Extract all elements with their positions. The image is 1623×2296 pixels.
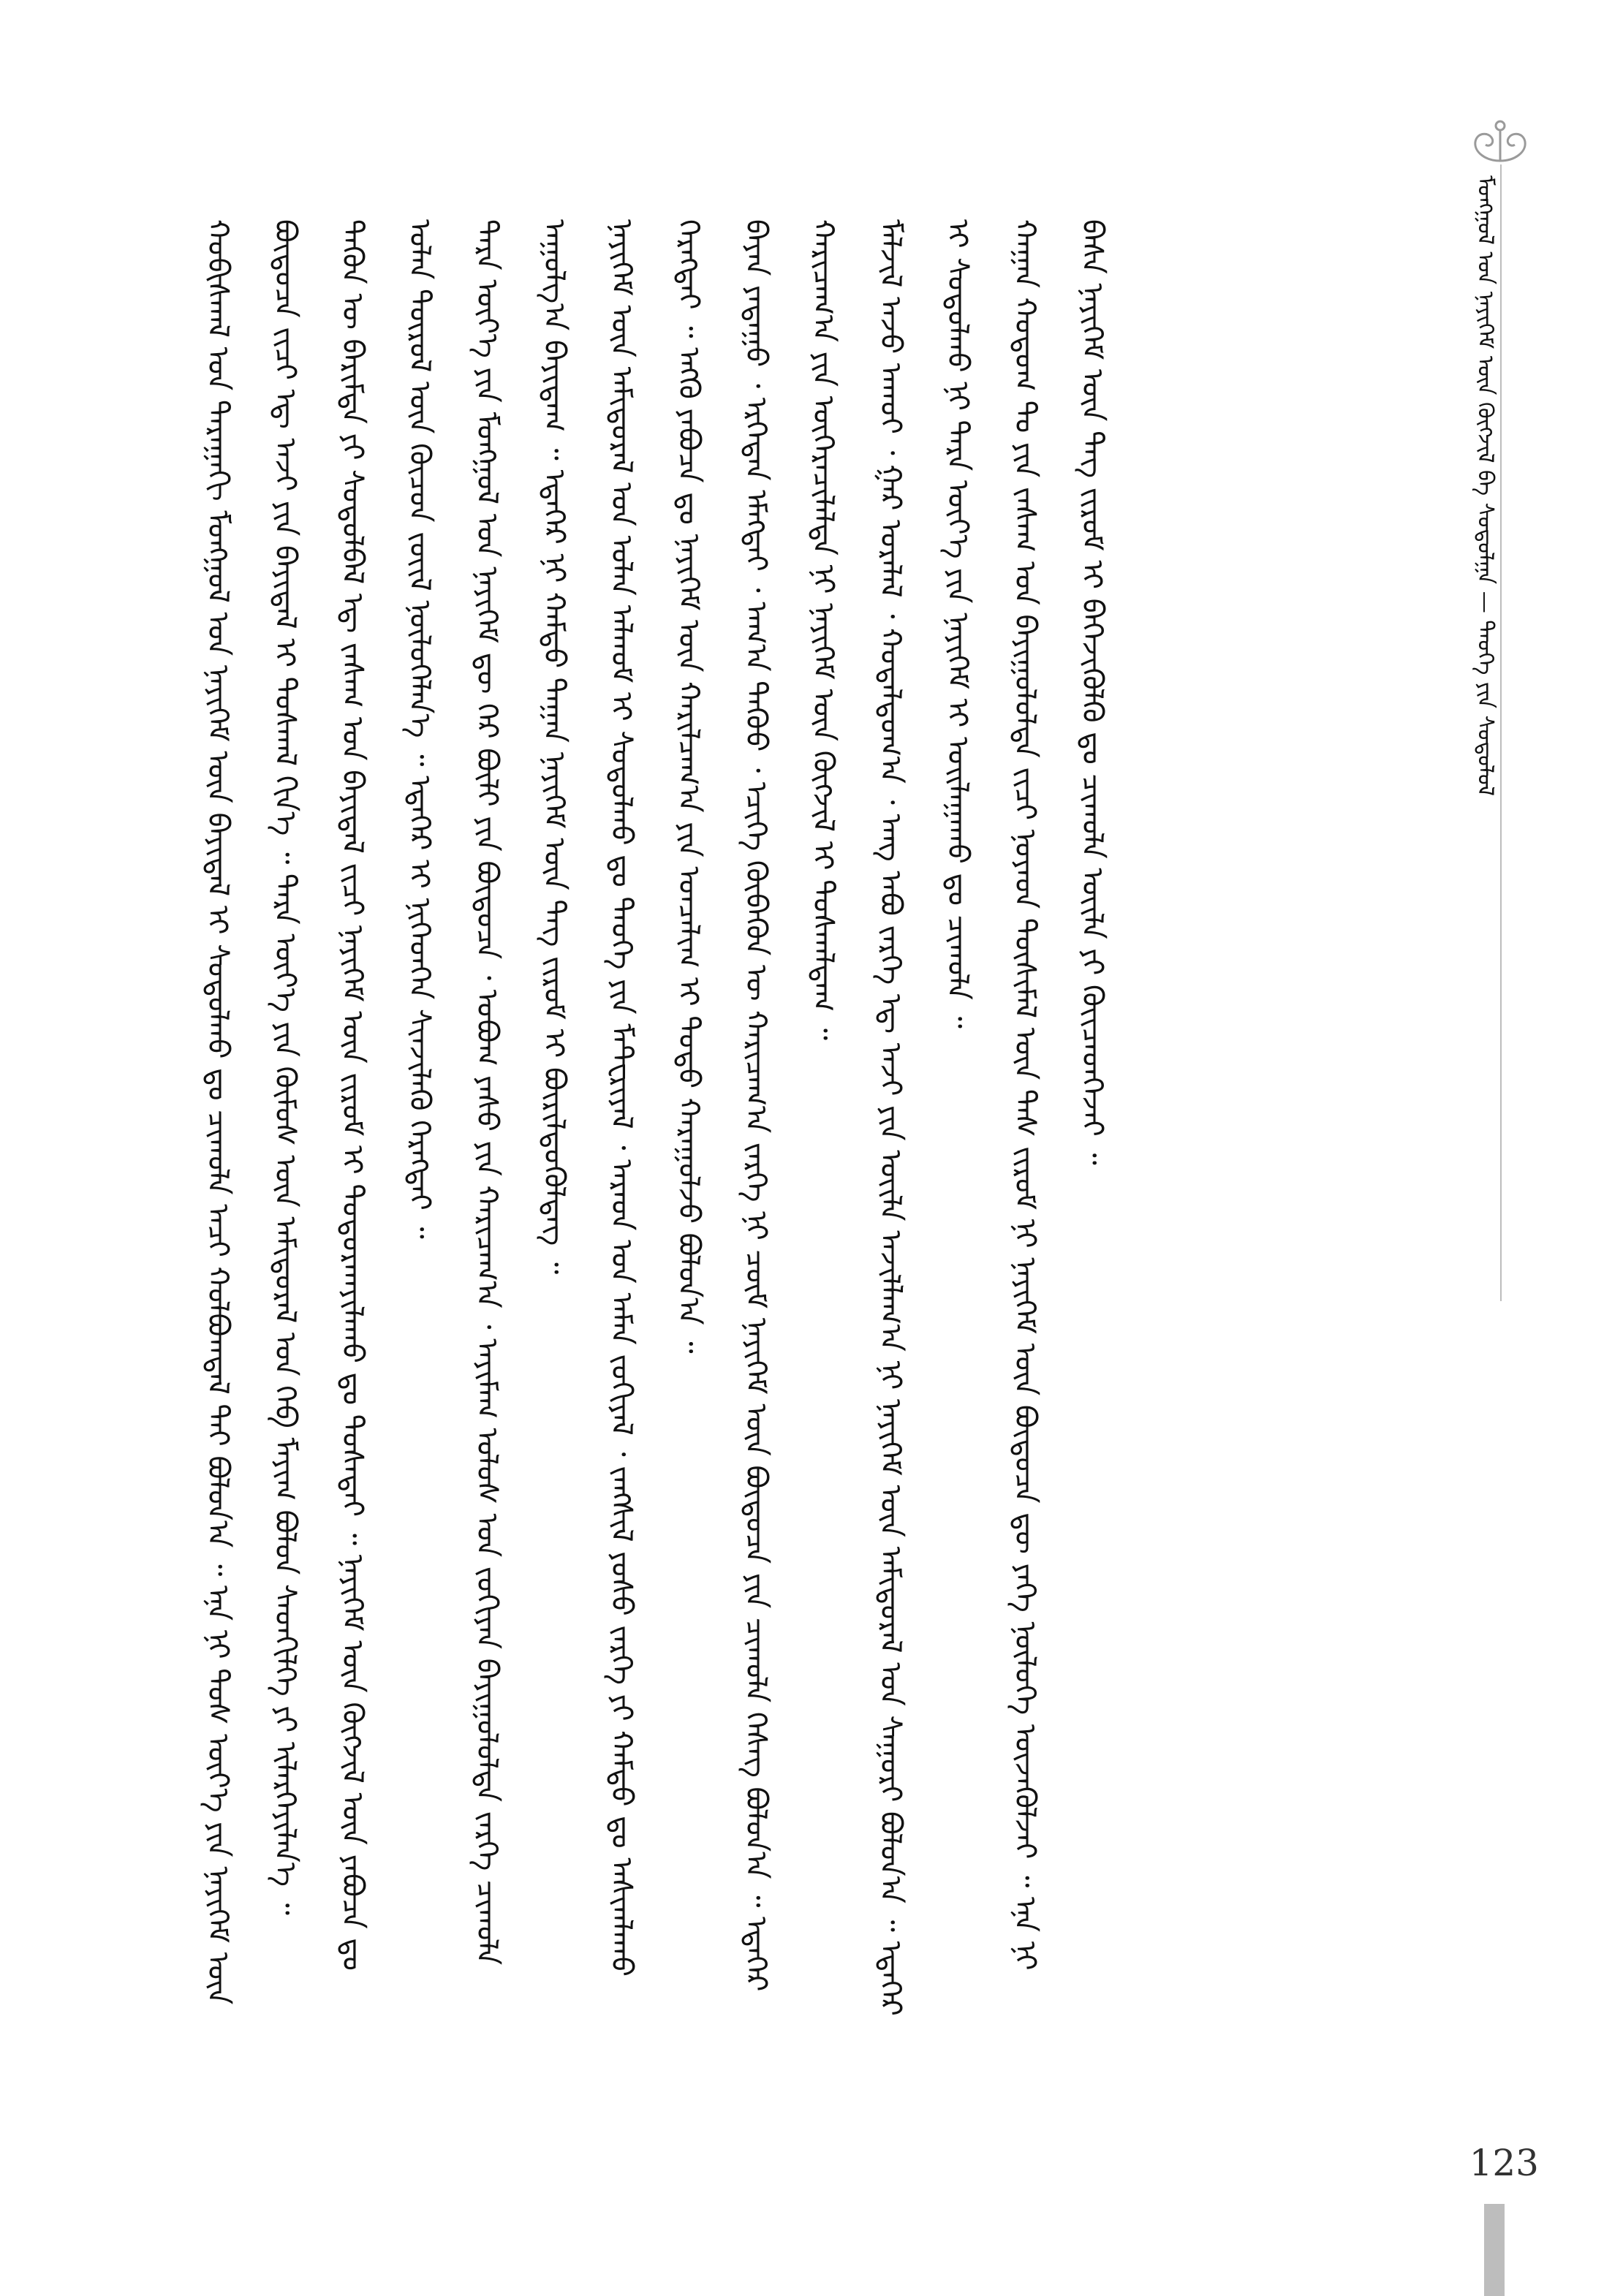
body-paragraph-1: ᠬᠣᠪᠢᠰᠬᠠᠯ ᠤᠨ ᠳᠠᠷᠠᠭᠠᠬᠢ ᠮᠣᠩᠭᠣᠯ ᠤᠨ ᠨᠡᠶᠢᠭᠡᠮ ᠦᠨ ᠪᠠᠶᠢᠳᠠᠯ ᠢ ᠰᠤᠳᠤᠯᠬᠤ ᠳᠤ ᠴᠢᠬᠤᠯᠠ ᠠᠴᠢ ᠬᠣᠯᠪᠣᠭᠳᠠᠯ ᠲᠠᠢ ᠪᠣᠯᠤᠨ᠎ᠠ ᠃ ᠡᠨᠡ ᠨᠢ ᠲᠤᠰ ᠦᠶ᠎ᠡ ᠶᠢᠨ ᠨᠡᠶᠢᠭᠡᠮ ᠦᠨ ᠪᠦᠲᠦᠴᠡ ᠵᠢᠴᠢ ᠡᠳ᠋ ᠠᠵᠢ ᠶᠢᠨ ᠪᠠᠶᠢᠳᠠᠯ ᠢ ᠲᠤᠰᠬᠠᠯ ᠬᠢᠨ᠎ᠡ ᠃ ᠲᠡᠷᠡ ᠦᠶ᠎ᠡ ᠶᠢᠨ ᠬᠦᠮᠦᠰ ᠦᠨ ᠠᠮᠢᠳᠤᠷᠠᠯ ᠤᠨ ᠬᠡᠪ ᠮᠠᠶᠢᠭ ᠪᠣᠯᠣᠨ ᠰᠡᠳᠬᠢᠯᠭᠡ ᠶᠢ ᠢᠯᠡᠷᠬᠡᠶᠢᠯᠡᠨ᠎ᠡ ᠃: [201, 219, 302, 2005]
page-edge-tab: [1484, 2204, 1505, 2296]
body-paragraph-4: ᠨᠡᠶᠢᠭᠡᠮ ᠦᠨ ᠠᠮᠢᠳᠤᠷᠠᠯ ᠤᠨ ᠣᠯᠠᠨ ᠠᠯᠬᠤᠮ ᠢ ᠰᠤᠳᠤᠯᠬᠤ ᠳᠤ ᠲᠡᠦᠬᠡ ᠶᠢᠨ ᠮᠠᠲ᠋ᠧᠷᠢᠶᠠᠯ ᠂ ᠠᠷᠠᠳ ᠤᠨ ᠠᠮᠠᠨ ᠵᠣᠬᠢᠶᠠᠯ ᠂ ᠵᠠᠩᠱᠢᠯ ᠶᠣᠰᠣ ᠵᠡᠷᠭᠡ ᠶᠢ ᠬᠠᠮᠲᠤ ᠳᠤ ᠠᠰᠢᠭᠯᠠᠬᠤ ᠬᠡᠷᠡᠭᠲᠡᠢ ᠃ ᠡᠩᠬᠦ ᠶᠠᠪᠤᠴᠠ ᠳᠤ ᠨᠡᠶᠢᠭᠡᠮ ᠦᠨ ᠬᠠᠷᠢᠯᠴᠠᠭ᠎ᠠ ᠶᠢᠨ ᠣᠨᠴᠠᠯᠢᠭ ᠢ ᠲᠣᠳᠤ ᠬᠠᠷᠠᠭᠤᠯᠵᠤ ᠪᠣᠯᠤᠨ᠎ᠠ ᠃: [605, 219, 705, 1977]
body-paragraph-5: ᠪᠠᠶᠠᠨ ᠶᠠᠳᠠᠭᠤ ᠂ ᠡᠷᠬᠡᠲᠡᠨ ᠡᠮᠡᠭᠲᠡᠢ ᠂ ᠠᠬ᠎ᠠ ᠳᠡᠭᠦᠦ ᠂ ᠡᠴᠢᠭᠡ ᠬᠦᠪᠡᠭᠦᠨ ᠦ ᠬᠠᠷᠢᠴᠠᠭ᠎ᠠ ᠵᠡᠷᠭᠡ ᠨᠢ ᠴᠥᠮ ᠨᠡᠶᠢᠭᠡᠮ ᠦᠨ ᠪᠦᠲᠦᠴᠡ ᠶᠢᠨ ᠴᠢᠬᠤᠯᠠ ᠬᠡᠰᠡᠭ ᠪᠣᠯᠤᠨ᠎ᠠ ᠃ ᠡᠳᠡᠭᠡᠷ ᠬᠠᠷᠢᠴᠠᠭ᠎ᠠ ᠶᠢᠨ ᠥᠭᠡᠷᠡᠴᠢᠯᠡᠯᠲᠡ ᠨᠢ ᠨᠡᠶᠢᠭᠡᠮ ᠦᠨ ᠬᠥᠭᠵᠢᠯ ᠢ ᠲᠤᠰᠬᠠᠯᠳᠠᠭ ᠃: [739, 219, 840, 1992]
body-paragraph-3: ᠲᠡᠷᠡ ᠦᠶ᠎ᠡ ᠶᠢᠨ ᠮᠣᠩᠭᠣᠯ ᠤᠨ ᠨᠡᠶᠢᠭᠡᠮ ᠳᠦ ᠭᠡᠷ ᠪᠦᠯᠢ ᠶᠢᠨ ᠪᠦᠲᠦᠴᠡ ᠂ ᠣᠪᠣᠭ ᠶᠠᠰᠤ ᠶᠢᠨ ᠬᠠᠷᠢᠴᠠᠭ᠎ᠠ ᠂ ᠠᠶᠢᠮᠠᠭ ᠤᠯᠤᠰ ᠤᠨ ᠵᠣᠬᠢᠶᠠᠨ ᠪᠠᠶᠢᠭᠤᠯᠤᠯᠲᠠ ᠵᠡᠷᠭᠡ ᠴᠢᠬᠤᠯᠠ ᠠᠭᠤᠯᠭ᠎ᠠ ᠪᠠᠶᠢᠳᠠᠭ ᠃ ᠡᠳᠡᠭᠡᠷ ᠨᠢ ᠬᠠᠮᠲᠤ ᠳᠠᠭᠠᠨ ᠨᠡᠶᠢᠭᠡᠮ ᠦᠨ ᠳᠡᠭ ᠵᠢᠷᠤᠮ ᠢ ᠪᠦᠷᠢᠯᠳᠦᠭᠦᠯᠳᠡᠭ ᠃: [470, 219, 571, 1966]
body-paragraph-7: ᠬᠠᠭᠠᠨ ᠬᠤᠲᠤᠭ ᠲᠤ ᠶᠢᠨ ᠵᠠᠰᠠᠭ ᠤᠨ ᠪᠠᠶᠢᠭᠤᠯᠤᠯᠲᠠ ᠵᠢᠴᠢ ᠨᠣᠶᠠᠳ ᠲᠦᠰᠢᠮᠡᠯ ᠦᠨ ᠳᠡᠰ ᠵᠢᠷᠤᠮ ᠨᠢ ᠨᠡᠶᠢᠭᠡᠮ ᠦᠨ ᠪᠦᠲᠦᠴᠡ ᠳᠦ ᠶᠡᠬᠡ ᠨᠥᠯᠥᠭᠡ ᠦᠵᠡᠭᠦᠯᠵᠡᠢ ᠃ ᠡᠨᠡ ᠨᠢ ᠪᠠᠰᠠ ᠨᠡᠶᠢᠭᠡᠮ ᠦᠨ ᠳᠡᠭ ᠵᠢᠷᠤᠮ ᠢ ᠪᠡᠬᠡᠵᠢᠭᠦᠯᠬᠦ ᠳᠤ ᠴᠢᠬᠤᠯᠠ ᠦᠢᠯᠡ ᠶᠢ ᠭᠦᠢᠴᠡᠳᠭᠡᠵᠡᠢ ᠃: [1008, 219, 1109, 1971]
main-body-text: [184, 219, 1412, 2032]
body-paragraph-2: ᠲᠡᠭᠦᠨ ᠦ ᠪᠠᠷᠢᠮᠲᠠ ᠶᠢ ᠰᠤᠳᠤᠯᠪᠠᠯ ᠡᠳ᠋ ᠵᠠᠰᠠᠭ ᠤᠨ ᠪᠠᠶᠢᠳᠠᠯ ᠵᠢᠴᠢ ᠨᠡᠶᠢᠭᠡᠮ ᠦᠨ ᠵᠢᠷᠤᠮ ᠢ ᠲᠣᠳᠤᠷᠬᠠᠶᠢᠯᠠᠬᠤ ᠳᠤ ᠲᠤᠰᠠᠲᠠᠢ ᠃ ᠨᠡᠶᠢᠭᠡᠮ ᠦᠨ ᠬᠥᠭᠵᠢᠯ ᠦᠨ ᠶᠠᠪᠤᠴᠠ ᠳᠤ ᠣᠯᠠᠨ ᠲᠥᠷᠦᠯ ᠦᠨ ᠬᠦᠴᠦᠨ ᠵᠦᠢᠯ ᠨᠥᠯᠥᠭᠡᠯᠡᠨ᠎ᠡ ᠃ ᠡᠳᠡᠭᠡᠷ ᠢ ᠨᠢᠭᠡᠳᠬᠡᠨ ᠰᠢᠨᠵᠢᠯᠡᠬᠦ ᠬᠡᠷᠡᠭᠲᠡᠢ ᠃: [336, 219, 436, 1971]
page-number: 123: [1469, 2142, 1539, 2184]
header-ornament-icon: [1464, 115, 1537, 167]
running-header-title: ᠮᠣᠩᠭᠣᠯ ᠤᠨ ᠨᠡᠶᠢᠭᠡᠮ ᠦᠨ ᠬᠥᠭᠵᠢᠯ ᠪᠠ ᠰᠤᠳᠤᠯᠭᠠ — ᠲᠡᠦᠬᠡ ᠶᠢᠨ ᠰᠤᠳᠤᠯᠤᠯ: [1472, 175, 1498, 797]
body-paragraph-6: ᠮᠠᠯᠵᠢᠯ ᠠᠵᠤ ᠠᠬᠤᠢ ᠂ ᠭᠠᠷ ᠤᠷᠠᠯᠠᠯ ᠂ ᠬᠤᠳᠠᠯᠳᠤᠭ᠎ᠠ ᠂ ᠠᠩ ᠠᠪᠤ ᠵᠡᠷᠭᠡ ᠡᠳ᠋ ᠠᠵᠢ ᠶᠢᠨ ᠦᠢᠯᠡ ᠠᠵᠢᠯᠯᠠᠭ᠎ᠠ ᠨᠢ ᠨᠡᠶᠢᠭᠡᠮ ᠦᠨ ᠠᠮᠢᠳᠤᠷᠠᠯ ᠤᠨ ᠰᠠᠭᠤᠷᠢ ᠪᠣᠯᠤᠨ᠎ᠠ ᠃ ᠡᠳᠡᠭᠡᠷ ᠢ ᠰᠤᠳᠤᠯᠬᠤ ᠨᠢ ᠲᠡᠷᠡ ᠦᠶ᠎ᠡ ᠶᠢᠨ ᠨᠡᠶᠢᠭᠡᠮ ᠢ ᠣᠢᠯᠠᠭᠠᠬᠤ ᠳᠤ ᠴᠢᠬᠤᠯᠠ ᠃: [874, 219, 975, 2016]
